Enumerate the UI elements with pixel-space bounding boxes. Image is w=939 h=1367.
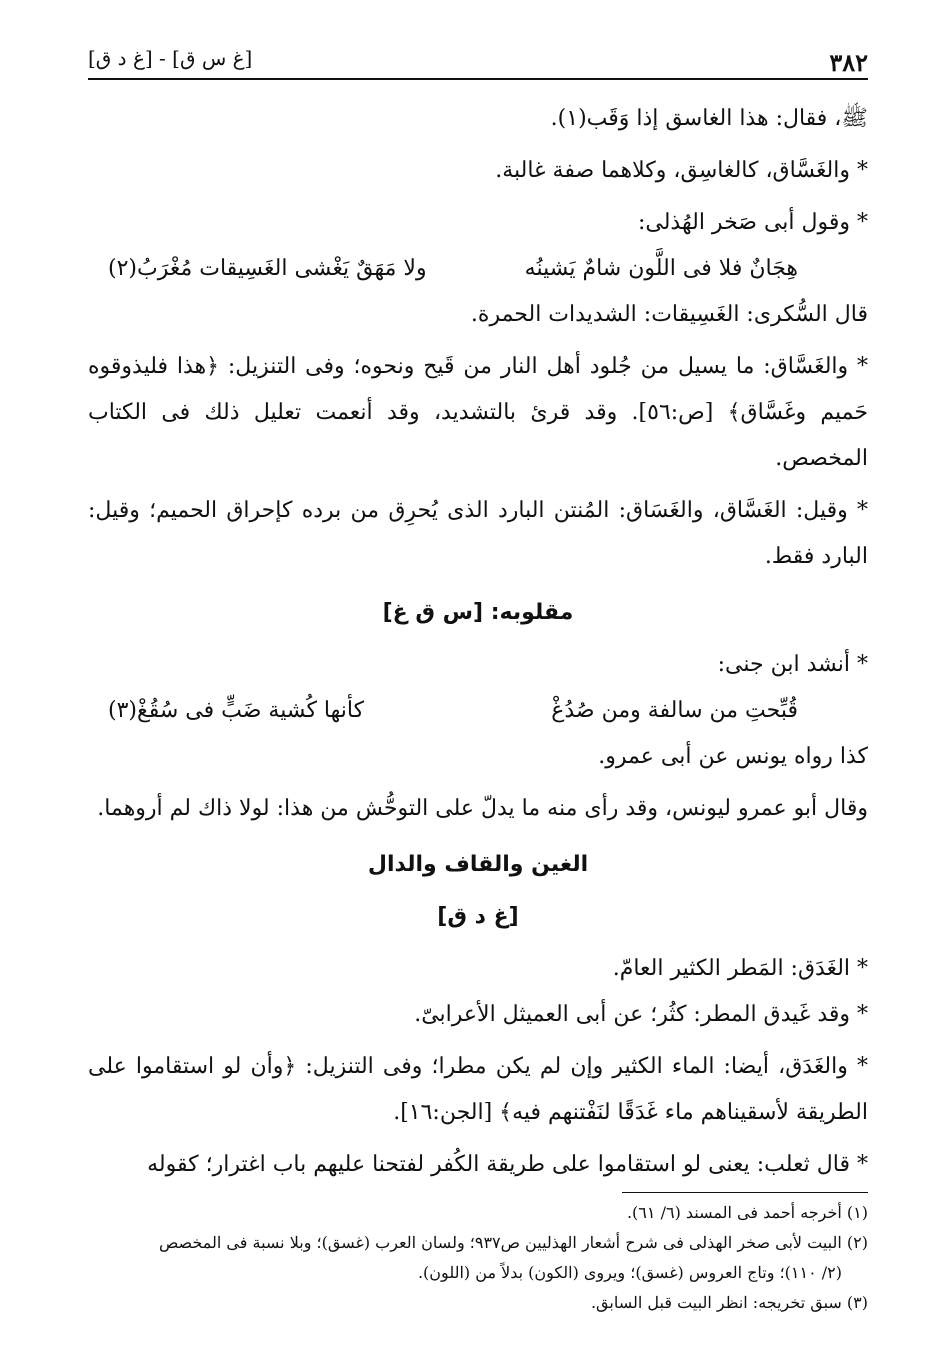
paragraph: وقال أبو عمرو ليونس، وقد رأى منه ما يدلّ على التوحُّش من هذا: لولا ذاك لم أروهما. bbox=[97, 796, 868, 821]
verse-first-hemistich: هِجَانٌ فلا فى اللَّون شامٌ يَشينُه bbox=[524, 256, 798, 281]
verse-first-hemistich: قُبِّحتِ من سالفة ومن صُدُغْ bbox=[551, 698, 798, 723]
verse-second-hemistich: ولا مَهَقٌ يَغْشى الغَسِيقات مُغْرَبُ(٢) bbox=[108, 256, 427, 281]
paragraph: * والغَسَّاق، كالغاسِق، وكلاهما صفة غالبة. bbox=[495, 158, 868, 183]
paragraph: * الغَدَق: المَطر الكثير العامّ. bbox=[612, 956, 868, 981]
footnote: (٣) سبق تخريجه: انظر البيت قبل السابق. bbox=[590, 1293, 868, 1312]
paragraph: ﷺ، فقال: هذا الغاسق إذا وَقَب(١). bbox=[550, 106, 868, 131]
paragraph: * والغَدَق، أيضا: الماء الكثير وإن لم يكن مطرا؛ وفى التنزيل: ﴿وأن لو استقاموا على الطريقة لأسقيناهم ماء غَدَقًا لنَفْتنهم فيه﴾ [الجن:١٦]. bbox=[88, 1054, 868, 1125]
paragraph: * وقد غَيدق المطر: كثُر؛ عن أبى العميثل الأعرابىّ. bbox=[414, 1002, 868, 1027]
page-number: ٣٨٢ bbox=[829, 48, 868, 77]
poetry-verse bbox=[88, 688, 868, 734]
verse-second-hemistich: كأنها كُشية ضَبٍّ فى سُقُغْ(٣) bbox=[108, 698, 365, 723]
paragraph: * وقول أبى صَخر الهُذلى: bbox=[637, 210, 868, 235]
paragraph: * وقيل: الغَسَّاق، والغَسَاق: المُنتن البارد الذى يُحرِق من برده كإحراق الحميم؛ وقيل: البارد فقط. bbox=[88, 498, 868, 569]
subsection-heading: مقلوبه: [س ق غ] bbox=[382, 600, 574, 625]
root-heading: [غ د ق] bbox=[437, 904, 519, 929]
footnote-continuation: (٢/ ١١٠)؛ وتاج العروس (غسق)؛ ويروى (الكون) بدلاً من (اللون). bbox=[417, 1263, 842, 1282]
footnote: (٢) البيت لأبى صخر الهذلى فى شرح أشعار الهذليين ص٩٣٧؛ ولسان العرب (غسق)؛ وبلا نسبة فى المخصص bbox=[158, 1233, 868, 1252]
paragraph: كذا رواه يونس عن أبى عمرو. bbox=[598, 744, 868, 769]
paragraph: * أنشد ابن جنى: bbox=[717, 652, 868, 677]
main-text bbox=[88, 96, 868, 1188]
paragraph: * قال ثعلب: يعنى لو استقاموا على طريقة الكُفر لفتحنا عليهم باب اغترار؛ كقوله bbox=[147, 1152, 868, 1177]
paragraph: * والغَسَّاق: ما يسيل من جُلود أهل النار من قَيح ونحوه؛ وفى التنزيل: ﴿هذا فليذوقوه حَميم وغَسَّاق﴾ [ص:٥٦]. وقد قرئ بالتشديد، وقد أنعمت تعليل ذلك فى الكتاب المخصص. bbox=[88, 354, 868, 471]
paragraph: قال السُّكرى: الغَسِيقات: الشديدات الحمرة. bbox=[470, 302, 868, 327]
footnote: (١) أخرجه أحمد فى المسند (٦/ ٦١). bbox=[626, 1203, 868, 1222]
chapter-heading: الغين والقاف والدال bbox=[367, 852, 589, 877]
header-rule bbox=[88, 78, 868, 80]
running-header bbox=[88, 44, 868, 80]
footnotes bbox=[88, 1198, 868, 1318]
footnote-rule bbox=[622, 1192, 868, 1193]
poetry-verse bbox=[88, 246, 868, 292]
section-reference: [غ س ق] - [غ د ق] bbox=[88, 46, 253, 70]
